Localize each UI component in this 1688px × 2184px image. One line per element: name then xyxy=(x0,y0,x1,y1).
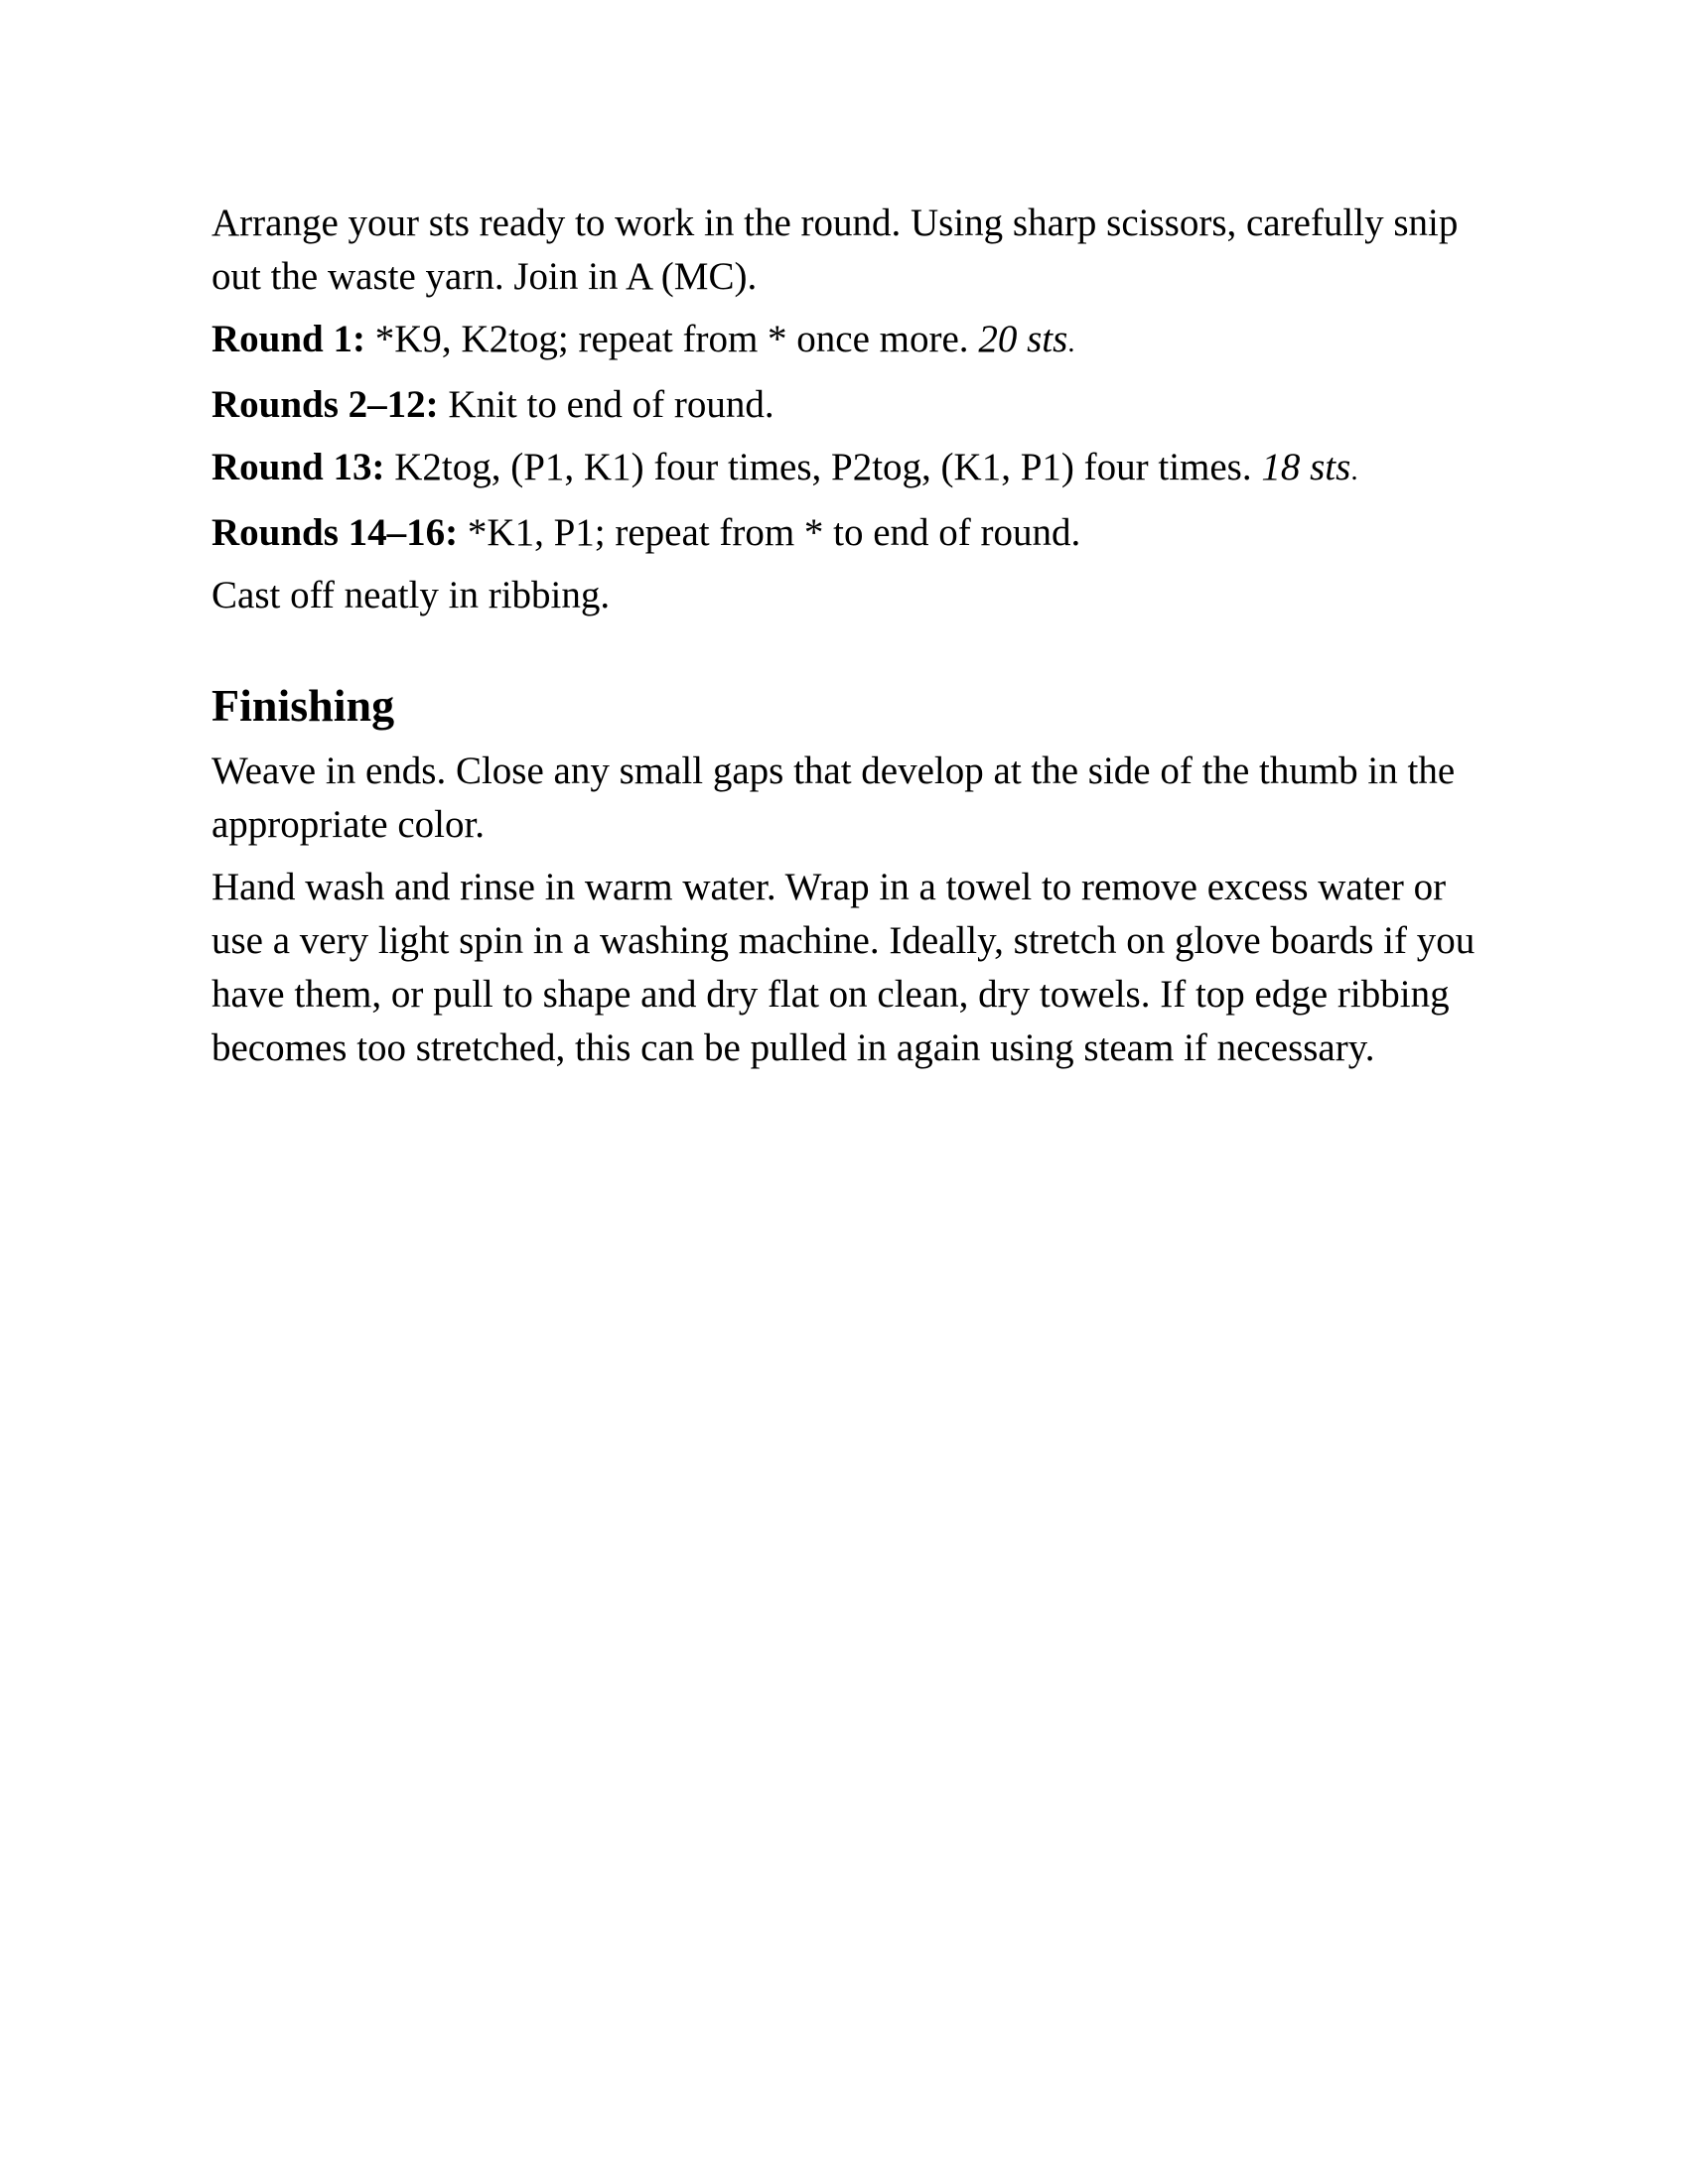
round-end: . xyxy=(1350,455,1358,486)
intro-paragraph: Arrange your sts ready to work in the round. Using sharp scissors, carefully snip out the waste yarn. Join in A (MC). xyxy=(211,202,1459,298)
finishing-paragraph-2: Hand wash and rinse in warm water. Wrap in a towel to remove excess water or use a very light spin in a washing machine. Ideally, stretch on glove boards if you have them, or pull to shape and dry flat on clean, dry towels. If top edge ribbing becomes too stretched, this can be pulled in again using steam if necessary. xyxy=(211,866,1476,1069)
round-1-instruction xyxy=(211,313,1502,369)
round-text: *K1, P1; repeat from * to end of round. xyxy=(458,511,1081,554)
finishing-paragraph-1: Weave in ends. Close any small gaps that develop at the side of the thumb in the appropriate color. xyxy=(211,750,1456,846)
section-spacer xyxy=(211,631,1502,676)
rounds-14-16-instruction xyxy=(211,506,1502,560)
finishing-heading: Finishing xyxy=(211,680,395,731)
round-text: *K9, K2tog; repeat from * once more. xyxy=(364,318,979,360)
document-page xyxy=(211,197,1502,1084)
rounds-2-12-instruction xyxy=(211,378,1502,432)
round-text: Knit to end of round. xyxy=(438,383,774,426)
round-label: Round 1: xyxy=(211,318,365,360)
round-label: Rounds 14–16: xyxy=(211,511,459,554)
round-text: K2tog, (P1, K1) four times, P2tog, (K1, P1) four times. xyxy=(384,446,1262,488)
round-label: Rounds 2–12: xyxy=(211,383,439,426)
round-label: Round 13: xyxy=(211,446,385,488)
stitch-count: 20 sts xyxy=(978,318,1068,360)
cast-off-instruction: Cast off neatly in ribbing. xyxy=(211,574,611,616)
round-13-instruction xyxy=(211,441,1502,497)
heading-spacer xyxy=(211,736,1502,745)
round-end: . xyxy=(1067,327,1075,358)
stitch-count: 18 sts xyxy=(1261,446,1351,488)
